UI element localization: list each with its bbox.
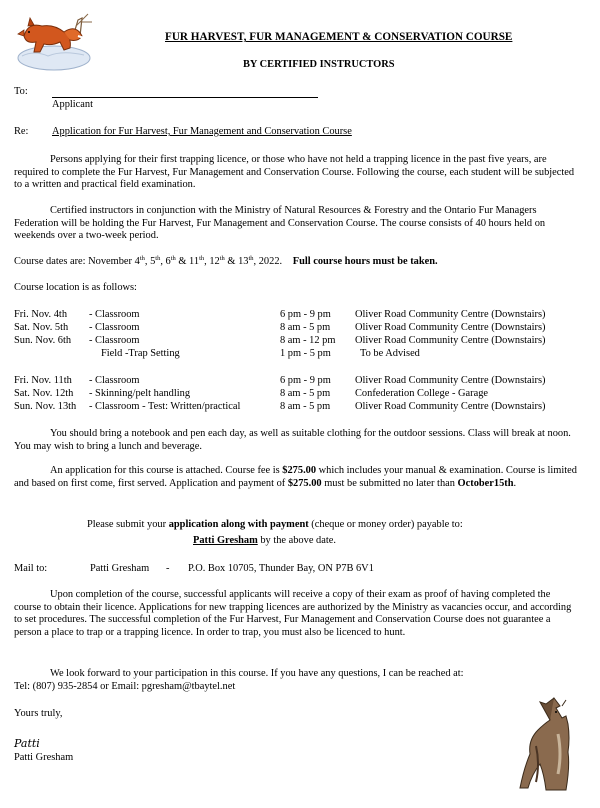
payee-name: Patti Gresham: [193, 535, 258, 546]
schedule-time: 6 pm - 9 pm: [280, 375, 331, 386]
mail-dash: -: [166, 563, 170, 574]
schedule-location: Oliver Road Community Centre (Downstairs): [355, 335, 546, 346]
course-dates: [14, 256, 438, 269]
dates-text: , 2022.: [253, 256, 283, 267]
recipient-line: [52, 97, 318, 98]
fee-amount: $275.00: [282, 465, 317, 476]
deadline: October15th: [457, 477, 514, 489]
schedule-location: Oliver Road Community Centre (Downstairs): [355, 401, 546, 412]
payee-suffix: by the above date.: [257, 535, 336, 546]
date-sup: th: [199, 255, 205, 262]
paragraph-completion: Upon completion of the course, successful applicants will receive a copy of their exam as proof of having completed the course to obtain their licence. Applications for new trapping licences are authorized by the Ministry as vacancies occur, and according to set procedures. The successful completion of the Fur Harvest, Fur Management and Conservation Course does not guarantee a person a place to trap or a trapping licence. In order to trap, you must also be licenced to hunt.: [14, 589, 572, 638]
submit-instructions: [87, 519, 463, 532]
closing: Yours truly,: [14, 708, 63, 719]
applicant-label: Applicant: [52, 99, 93, 110]
paragraph-contact-intro: We look forward to your participation in this course. If you have any questions, I can be reached at:: [50, 668, 464, 679]
document-subtitle: BY CERTIFIED INSTRUCTORS: [243, 59, 395, 70]
fee-text: An application for this course is attached. Course fee is: [50, 465, 283, 476]
date-sup: th: [155, 255, 161, 262]
paragraph-fee: [14, 465, 580, 490]
schedule-location: Oliver Road Community Centre (Downstairs): [355, 375, 546, 386]
schedule-topic: - Classroom - Test: Written/practical: [89, 401, 241, 412]
schedule-time: 6 pm - 9 pm: [280, 309, 331, 320]
schedule-topic: - Classroom: [89, 322, 140, 333]
paragraph-intro: Persons applying for their first trapping licence, or those who have not held a trapping licence in the past five years, are required to complete the Fur Harvest, Fur Management and Conservation Course. Following the course, each student will be subjected to a written and practical field examination.: [14, 154, 575, 191]
dates-text: , 6: [160, 256, 171, 267]
to-label: To:: [14, 86, 28, 97]
fee-text: must be submitted no later than: [321, 477, 458, 489]
signature: Patti: [14, 737, 40, 750]
date-sup: th: [219, 255, 225, 262]
schedule-day: Fri. Nov. 4th: [14, 309, 68, 320]
date-sup: th: [139, 255, 145, 262]
schedule-time: 8 am - 5 pm: [280, 322, 331, 333]
mail-label: Mail to:: [14, 563, 48, 574]
date-sup: th: [248, 255, 254, 262]
fee-amount: $275.00: [287, 477, 322, 489]
payee-line: [193, 535, 336, 548]
schedule-location: Oliver Road Community Centre (Downstairs): [355, 309, 546, 320]
submit-bold: application along with payment: [168, 519, 309, 530]
dates-text: , 5: [144, 256, 156, 267]
schedule-topic: - Classroom: [89, 309, 140, 320]
submit-text: (cheque or money order) payable to:: [308, 519, 463, 530]
schedule-day: Fri. Nov. 11th: [14, 375, 72, 386]
schedule-day: Sun. Nov. 13th: [14, 401, 77, 412]
schedule-topic: - Skinning/pelt handling: [89, 388, 191, 399]
submit-text: Please submit your: [87, 519, 169, 530]
schedule-time: 8 am - 5 pm: [280, 388, 331, 399]
date-sup: th: [170, 255, 176, 262]
schedule-time: 1 pm - 5 pm: [280, 348, 331, 359]
mail-address: P.O. Box 10705, Thunder Bay, ON P7B 6V1: [188, 563, 374, 574]
dates-text: & 13: [224, 256, 249, 267]
howling-wolf-icon: [510, 694, 582, 794]
schedule-time: 8 am - 5 pm: [280, 401, 331, 412]
schedule-location: To be Advised: [360, 348, 420, 359]
dates-text: , 12: [204, 256, 220, 267]
fee-text: .: [513, 477, 517, 489]
schedule-location: Oliver Road Community Centre (Downstairs): [355, 322, 546, 333]
schedule-day: Sat. Nov. 12th: [14, 388, 74, 399]
signer-name: Patti Gresham: [14, 752, 74, 763]
dates-text: Course dates are: November 4: [14, 256, 140, 267]
schedule-day: Sun. Nov. 6th: [14, 335, 72, 346]
full-hours-note: Full course hours must be taken.: [292, 256, 438, 267]
subject-line: Application for Fur Harvest, Fur Management and Conservation Course: [52, 126, 352, 137]
dates-text: & 11: [175, 256, 200, 267]
schedule-topic: - Classroom: [89, 335, 140, 346]
paragraph-instructors: Certified instructors in conjunction with the Ministry of Natural Resources & Forestry and the Ontario Fur Managers Federation will be holding the Fur Harvest, Fur Management and Conservation Course. The course consists of 40 hours held on weekends over a two-week period.: [14, 205, 546, 242]
schedule-topic: - Classroom: [89, 375, 140, 386]
paragraph-supplies: You should bring a notebook and pen each day, as well as suitable clothing for the outdoor sessions. Class will break at noon. You may wish to bring a lunch and beverage.: [14, 428, 571, 452]
re-label: Re:: [14, 126, 29, 137]
fox-logo-icon: [14, 6, 98, 72]
schedule-topic: Field -Trap Setting: [101, 348, 180, 359]
document-title: FUR HARVEST, FUR MANAGEMENT & CONSERVATION COURSE: [165, 31, 513, 43]
location-intro: Course location is as follows:: [14, 282, 137, 293]
schedule-time: 8 am - 12 pm: [280, 335, 336, 346]
mail-name: Patti Gresham: [90, 563, 150, 574]
schedule-day: Sat. Nov. 5th: [14, 322, 69, 333]
schedule-location: Confederation College - Garage: [355, 388, 489, 399]
contact-details: Tel: (807) 935-2854 or Email: pgresham@tbaytel.net: [14, 681, 236, 692]
fee-text: which includes your manual & examination. Course is limited and based on first come, first served. Application and payment of: [14, 465, 577, 489]
